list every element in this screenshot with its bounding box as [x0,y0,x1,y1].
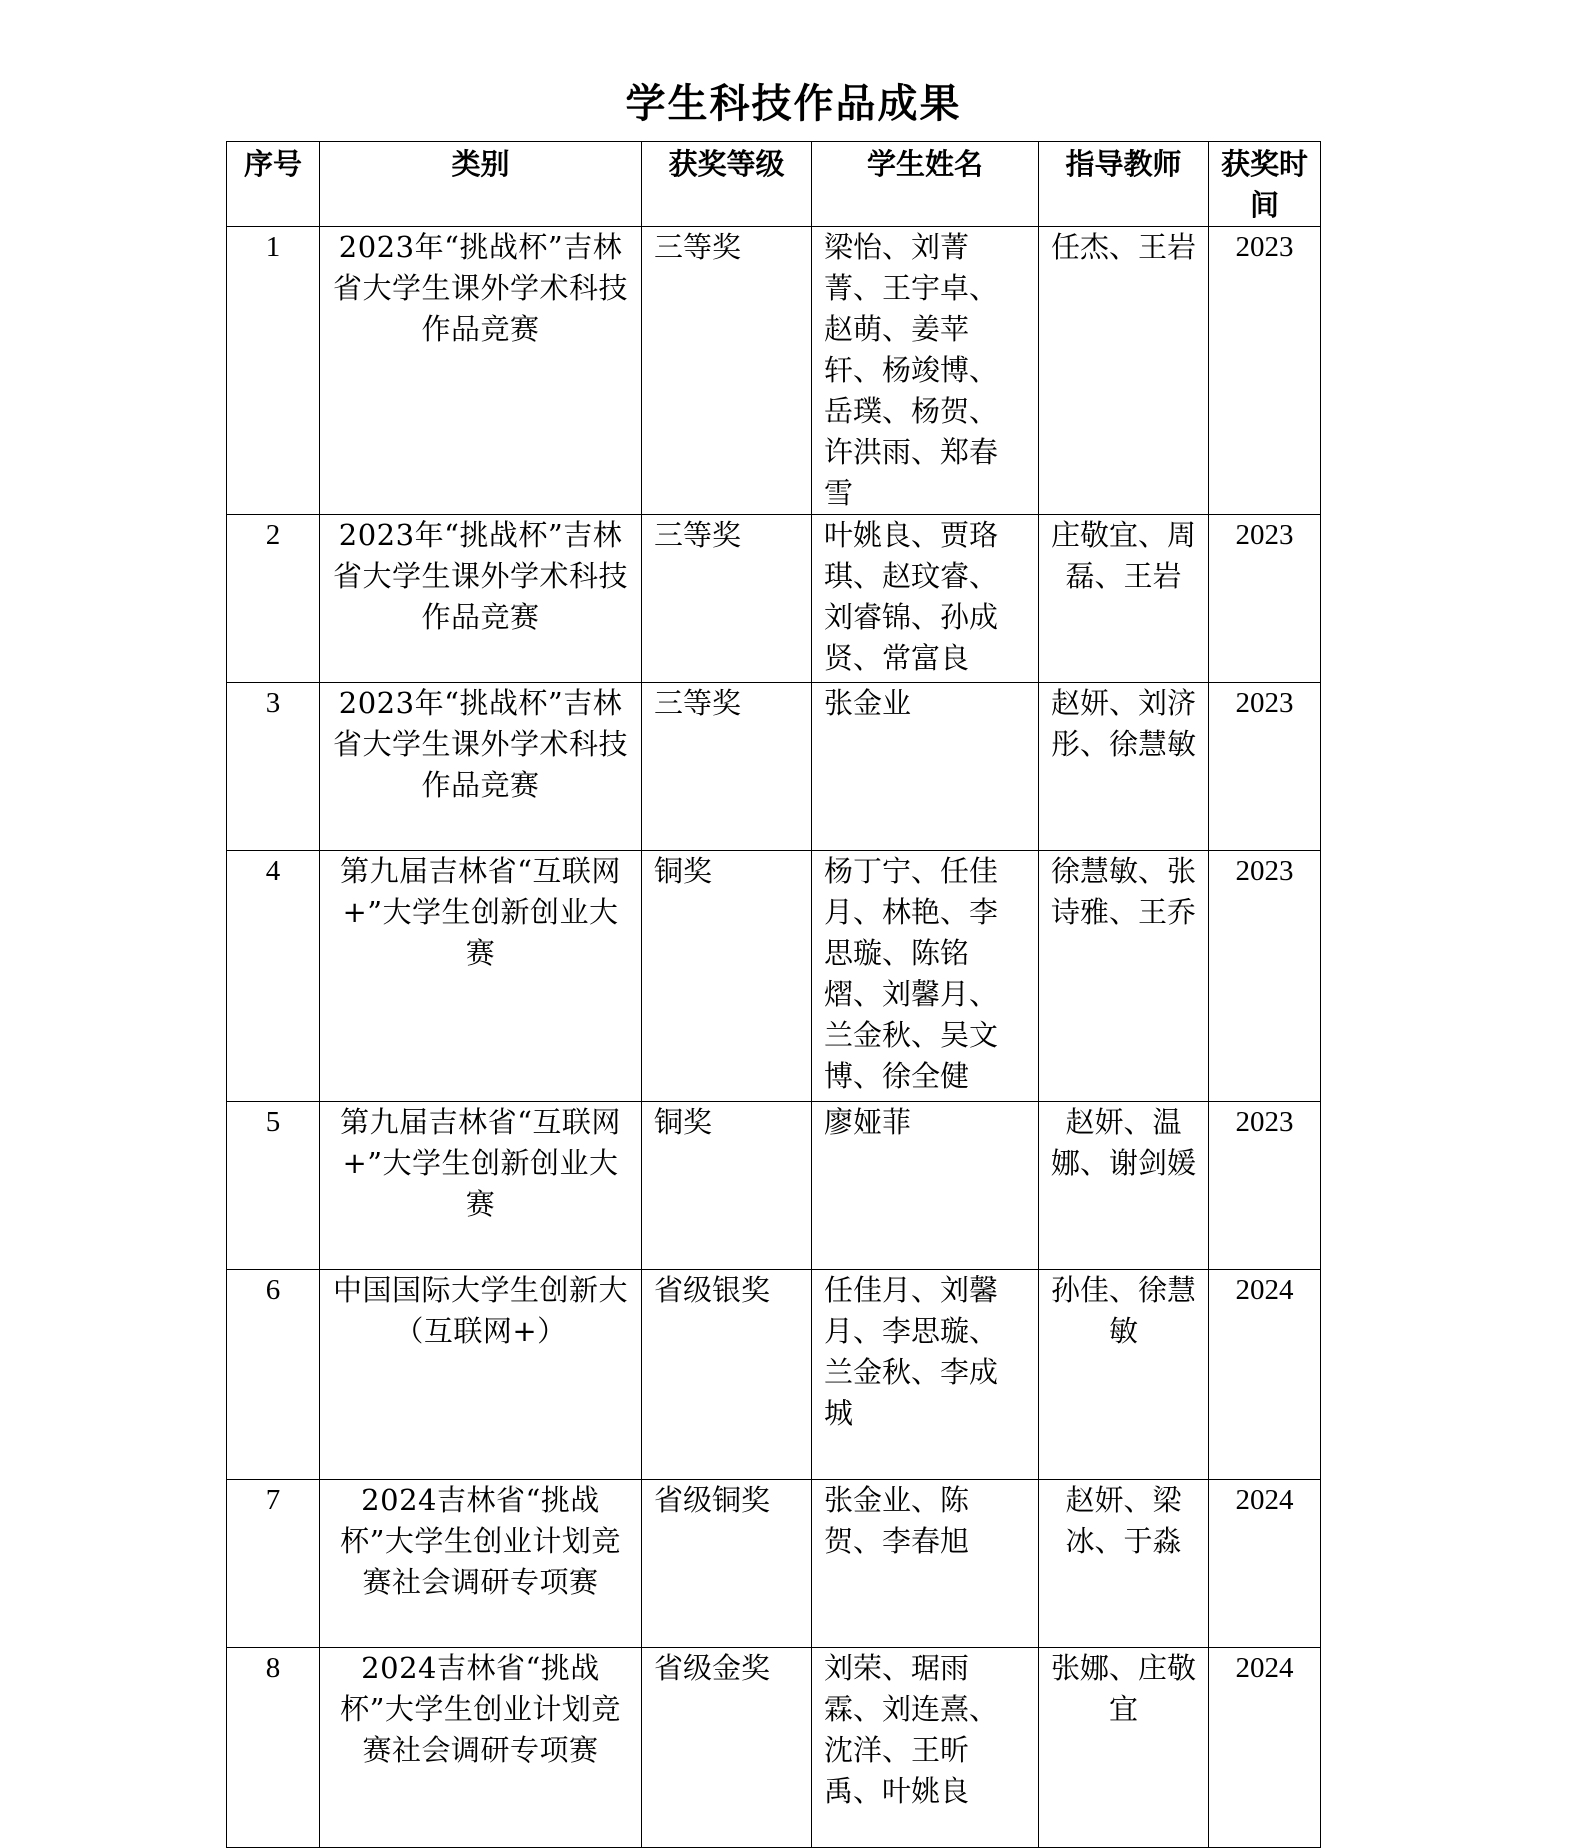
cell-students: 廖娅菲 [812,1102,1039,1270]
cell-index: 4 [227,851,320,1102]
header-time: 获奖时间 [1209,142,1321,227]
cell-time: 2023 [1209,515,1321,683]
cell-category: 第九届吉林省“互联网+”大学生创新创业大赛 [320,851,642,1102]
header-category: 类别 [320,142,642,227]
cell-level: 省级金奖 [642,1648,812,1848]
cell-time: 2023 [1209,1102,1321,1270]
cell-time: 2023 [1209,227,1321,515]
cell-level: 铜奖 [642,851,812,1102]
cell-category: 中国国际大学生创新大（互联网+） [320,1270,642,1480]
cell-level: 铜奖 [642,1102,812,1270]
awards-table [226,141,1321,1848]
cell-teachers: 庄敬宜、周磊、王岩 [1039,515,1209,683]
cell-level: 三等奖 [642,515,812,683]
cell-time: 2024 [1209,1648,1321,1848]
cell-category: 2024吉林省“挑战杯”大学生创业计划竞赛社会调研专项赛 [320,1648,642,1848]
cell-category: 2023年“挑战杯”吉林省大学生课外学术科技作品竞赛 [320,683,642,851]
cell-teachers: 赵妍、梁冰、于淼 [1039,1480,1209,1648]
header-teachers: 指导教师 [1039,142,1209,227]
page-title: 学生科技作品成果 [625,80,962,127]
header-students: 学生姓名 [812,142,1039,227]
table-row [227,1648,1321,1848]
table-row [227,1102,1321,1270]
table-row [227,683,1321,851]
cell-students: 杨丁宁、任佳月、林艳、李思璇、陈铭熠、刘馨月、兰金秋、吴文博、徐全健 [812,851,1039,1102]
cell-time: 2024 [1209,1480,1321,1648]
cell-index: 8 [227,1648,320,1848]
cell-students: 张金业 [812,683,1039,851]
cell-students: 任佳月、刘馨月、李思璇、兰金秋、李成城 [812,1270,1039,1480]
cell-teachers: 任杰、王岩 [1039,227,1209,515]
table-row [227,227,1321,515]
cell-index: 6 [227,1270,320,1480]
cell-category: 2024吉林省“挑战杯”大学生创业计划竞赛社会调研专项赛 [320,1480,642,1648]
cell-index: 1 [227,227,320,515]
cell-index: 3 [227,683,320,851]
cell-time: 2023 [1209,851,1321,1102]
header-index: 序号 [227,142,320,227]
cell-teachers: 赵妍、温娜、谢剑媛 [1039,1102,1209,1270]
table-row [227,515,1321,683]
cell-level: 三等奖 [642,683,812,851]
cell-category: 2023年“挑战杯”吉林省大学生课外学术科技作品竞赛 [320,227,642,515]
cell-teachers: 张娜、庄敬宜 [1039,1648,1209,1848]
cell-index: 5 [227,1102,320,1270]
cell-category: 2023年“挑战杯”吉林省大学生课外学术科技作品竞赛 [320,515,642,683]
cell-index: 7 [227,1480,320,1648]
header-level: 获奖等级 [642,142,812,227]
table-header-row [227,142,1321,227]
table-row [227,1270,1321,1480]
cell-level: 省级铜奖 [642,1480,812,1648]
cell-level: 省级银奖 [642,1270,812,1480]
cell-time: 2023 [1209,683,1321,851]
cell-students: 叶姚良、贾珞琪、赵玟睿、刘睿锦、孙成贤、常富良 [812,515,1039,683]
cell-time: 2024 [1209,1270,1321,1480]
table-row [227,1480,1321,1648]
table-row [227,851,1321,1102]
cell-level: 三等奖 [642,227,812,515]
cell-students: 刘荣、琚雨霖、刘连熹、沈洋、王昕禹、叶姚良 [812,1648,1039,1848]
cell-teachers: 孙佳、徐慧敏 [1039,1270,1209,1480]
cell-index: 2 [227,515,320,683]
cell-students: 张金业、陈贺、李春旭 [812,1480,1039,1648]
cell-category: 第九届吉林省“互联网+”大学生创新创业大赛 [320,1102,642,1270]
cell-teachers: 徐慧敏、张诗雅、王乔 [1039,851,1209,1102]
cell-teachers: 赵妍、刘济彤、徐慧敏 [1039,683,1209,851]
cell-students: 梁怡、刘菁菁、王宇卓、赵萌、姜苹轩、杨竣博、岳璞、杨贺、许洪雨、郑春雪 [812,227,1039,515]
